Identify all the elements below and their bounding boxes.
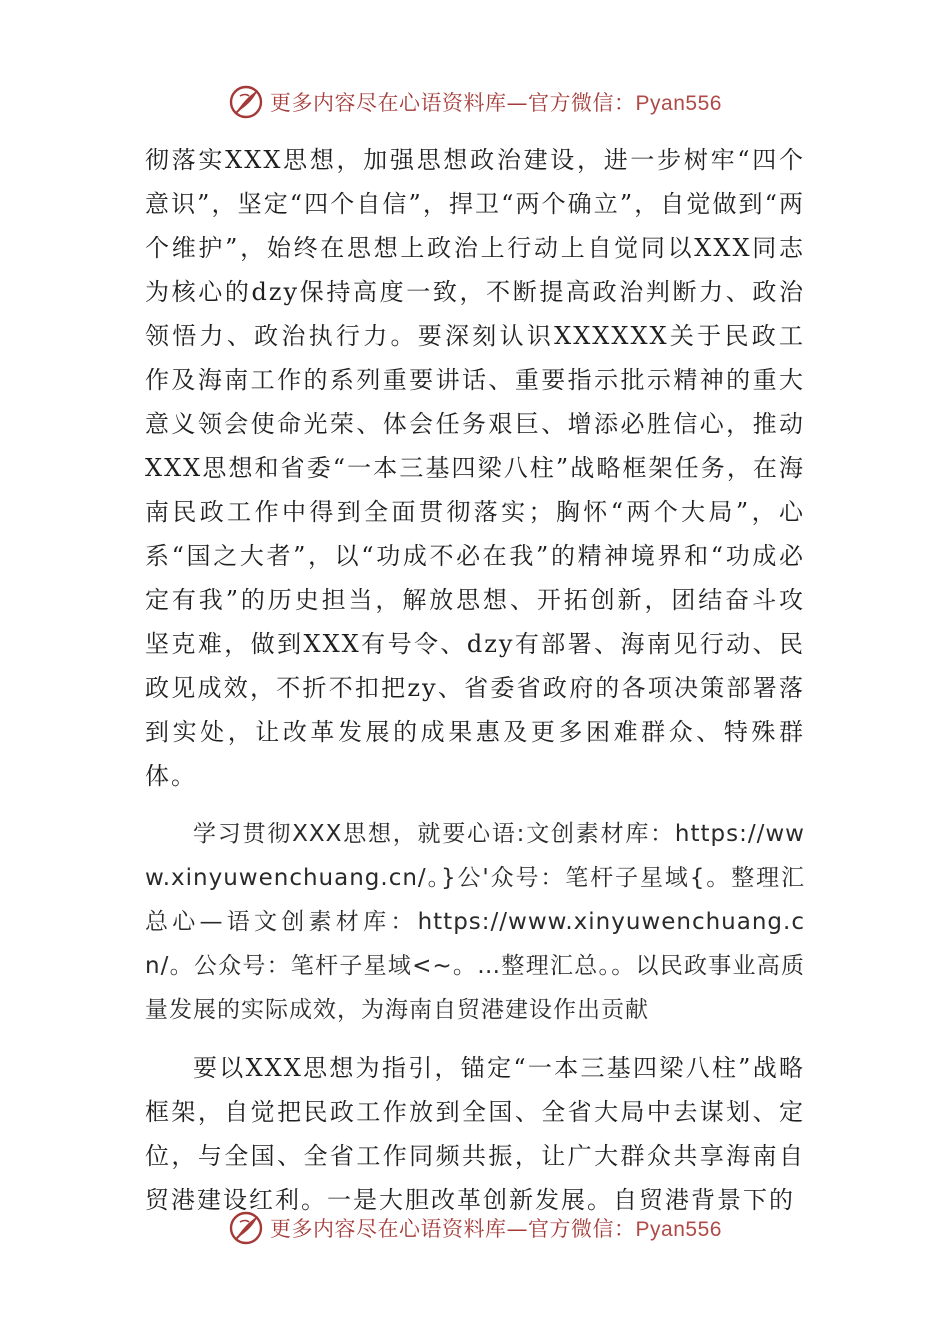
- header-banner-text: [270, 87, 722, 117]
- footer-banner: [0, 1208, 950, 1248]
- footer-banner-text: [270, 1213, 722, 1243]
- document-body: [145, 138, 805, 1222]
- footer-slogan: 更多内容尽在心语资料库—官方微信：: [270, 1217, 636, 1241]
- footer-account: Pyan556: [635, 1218, 722, 1241]
- paragraph-1: 彻落实XXX思想，加强思想政治建设，进一步树牢“四个意识”，坚定“四个自信”，捍卫“两个确立”，自觉做到“两个维护”，始终在思想上政治上行动上自觉同以XXX同志为核心的dzy保持高度一致，不断提高政治判断力、政治领悟力、政治执行力。要深刻认识XXXXXX关于民政工作及海南工作的系列重要讲话、重要指示批示精神的重大意义领会使命光荣、体会任务艰巨、增添必胜信心，推动XXX思想和省委“一本三基四梁八柱”战略框架任务，在海南民政工作中得到全面贯彻落实；胸怀“两个大局”，心系“国之大者”，以“功成不必在我”的精神境界和“功成必定有我”的历史担当，解放思想、开拓创新，团结奋斗攻坚克难，做到XXX有号令、dzy有部署、海南见行动、民政见成效，不折不扣把zy、省委省政府的各项决策部署落到实处，让改革发展的成果惠及更多困难群众、特殊群体。: [145, 146, 805, 790]
- header-banner: [0, 82, 950, 122]
- header-account: Pyan556: [635, 92, 722, 115]
- header-slogan: 更多内容尽在心语资料库—官方微信：: [270, 91, 636, 115]
- paragraph-2: 学习贯彻XXX思想，就要心语:文创素材库：https://www.xinyuwenchuang.cn/。}公'众号：笔杆子星域{。整理汇总心—语文创素材库：https://www.xinyuwenchuang.cn/。公众号：笔杆子星域<~。…整理汇总。。以民政事业高质量发展的实际成效，为海南自贸港建设作出贡献: [145, 821, 805, 1023]
- quill-logo-icon: [228, 1210, 264, 1246]
- quill-logo-icon: [228, 84, 264, 120]
- paragraph-3: 要以XXX思想为指引，锚定“一本三基四梁八柱”战略框架，自觉把民政工作放到全国、全省大局中去谋划、定位，与全国、全省工作同频共振，让广大群众共享海南自贸港建设红利。一是大胆改革创新发展。自贸港背景下的: [145, 1054, 805, 1214]
